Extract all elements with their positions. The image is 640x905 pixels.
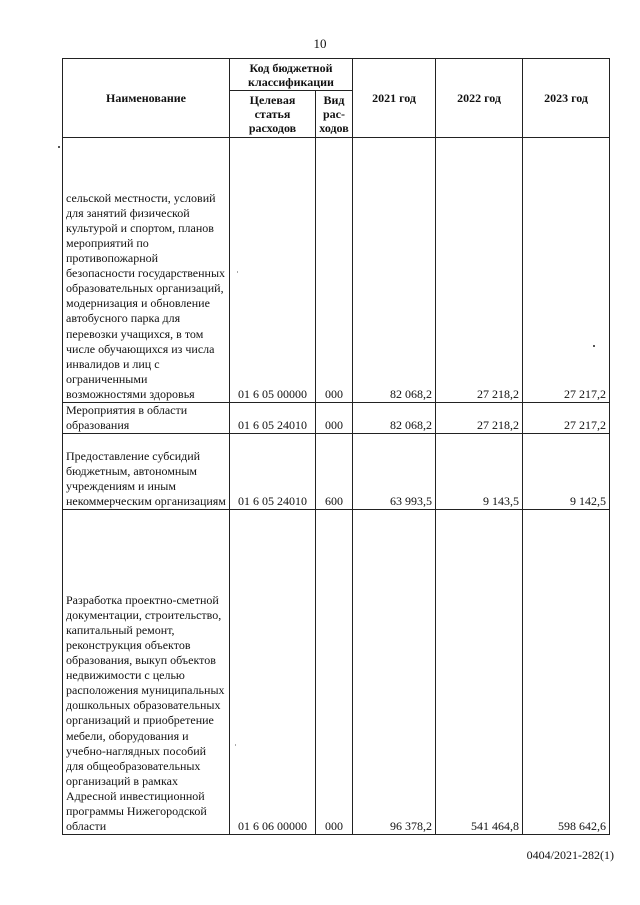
header-year-2021: 2021 год [353,59,436,138]
scan-speck [593,345,595,347]
row-value-2022: 9 143,5 [436,434,523,510]
scan-speck [235,744,236,746]
document-code: 0404/2021-282(1) [526,848,614,862]
row-value-2022: 541 464,8 [436,510,523,835]
row-name: Предоставление субсидий бюджетным, автономным учреждениям и иным некоммерческим организациям [63,434,230,510]
table-row [63,434,610,510]
row-value-2021: 96 378,2 [353,510,436,835]
row-value-2023: 598 642,6 [523,510,610,835]
row-target-article: 01 6 06 00000 [230,510,316,835]
row-value-2023: 9 142,5 [523,434,610,510]
row-expense-kind: 000 [316,403,353,434]
header-target-article: Целевая статья расходов [230,91,316,138]
scan-speck [237,271,238,273]
row-name: Разработка проектно-сметной документации, строительство, капитальный ремонт, реконструкция объектов образования, выкуп объектов недвижимости с целью расположения муниципальных дошкольных образовательных организаций и приобретение мебели, оборудования и учебно-наглядных пособий для общеобразовательных организаций в рамках Адресной инвестиционной программы Нижегородской области [63,510,230,835]
header-name: Наименование [63,59,230,138]
row-value-2022: 27 218,2 [436,403,523,434]
row-expense-kind: 000 [316,510,353,835]
row-value-2021: 63 993,5 [353,434,436,510]
row-target-article: 01 6 05 24010 [230,434,316,510]
table-row [63,403,610,434]
row-value-2022: 27 218,2 [436,138,523,403]
row-target-article: 01 6 05 24010 [230,403,316,434]
row-name: сельской местности, условий для занятий физической культурой и спортом, планов мероприятий по противопожарной безопасности государственных образовательных организаций, модернизация и обновление автобусного парка для перевозки учащихся, в том числе обучающихся из числа инвалидов и лиц с ограниченными возможностями здоровья [63,138,230,403]
table-row [63,138,610,403]
row-target-article: 01 6 05 00000 [230,138,316,403]
scan-speck [58,146,60,148]
table-header [63,59,610,138]
row-value-2023: 27 217,2 [523,403,610,434]
row-value-2023: 27 217,2 [523,138,610,403]
page-number: 10 [313,36,327,51]
header-year-2022: 2022 год [436,59,523,138]
header-budget-code-group: Код бюджетной классификации [230,59,353,91]
row-name: Мероприятия в области образования [63,403,230,434]
row-expense-kind: 600 [316,434,353,510]
row-value-2021: 82 068,2 [353,138,436,403]
budget-table [62,58,610,835]
row-value-2021: 82 068,2 [353,403,436,434]
table-row [63,510,610,835]
header-year-2023: 2023 год [523,59,610,138]
row-expense-kind: 000 [316,138,353,403]
header-expense-kind: Вид рас-ходов [316,91,353,138]
